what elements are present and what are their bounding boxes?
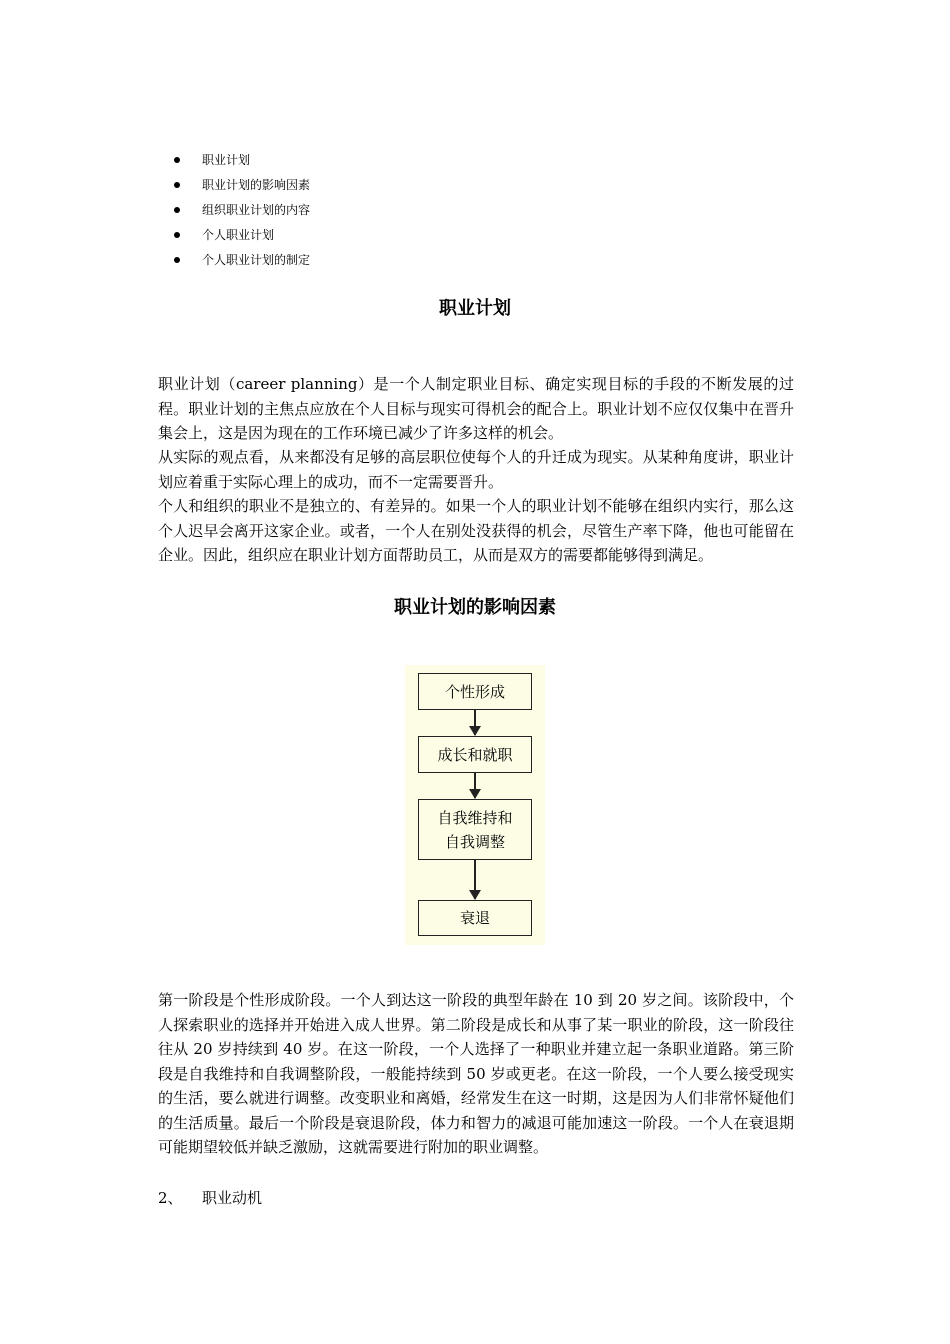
toc-item[interactable] — [170, 175, 310, 200]
flow-box-label: 衰退 — [459, 909, 490, 927]
toc-item-label: 职业计划 — [202, 153, 251, 167]
bullet-icon — [174, 182, 180, 188]
bullet-icon — [174, 257, 180, 263]
paragraph-individual-organization: 个人和组织的职业不是独立的、有差异的。如果一个人的职业计划不能够在组织内实行，那么这个人迟早会离开这家企业。或者，一个人在别处没获得的机会，尽管生产率下降，他也可能留在企业。因此，组织应在职业计划方面帮助员工，从而是双方的需要都能够得到满足。 — [158, 497, 794, 564]
toc-item-label: 个人职业计划 — [202, 228, 275, 242]
down-arrow-icon — [474, 860, 476, 899]
table-of-contents — [170, 150, 310, 275]
toc-item-label: 职业计划的影响因素 — [202, 178, 311, 192]
paragraph-definition: 职业计划（career planning）是一个人制定职业目标、确定实现目标的手段的不断发展的过程。职业计划的主焦点应放在个人目标与现实可得机会的配合上。职业计划不应仅仅集中在晋升集会上，这是因为现在的工作环境已减少了许多这样的机会。 — [158, 375, 794, 442]
bullet-icon — [174, 207, 180, 213]
numbered-heading-career-motivation — [158, 1186, 262, 1210]
section-title-career-planning: 职业计划 — [439, 298, 511, 319]
toc-item[interactable] — [170, 150, 310, 175]
flow-box-personality-formation — [418, 673, 532, 710]
down-arrow-icon — [474, 710, 476, 735]
bullet-icon — [174, 232, 180, 238]
section-title-influencing-factors: 职业计划的影响因素 — [394, 597, 556, 618]
bullet-icon — [174, 157, 180, 163]
paragraph-stages-description: 第一阶段是个性形成阶段。一个人到达这一阶段的典型年龄在 10 到 20 岁之间。该阶段中，个人探索职业的选择并开始进入成人世界。第二阶段是成长和从事了某一职业的阶段，这一阶段往往从 20 岁持续到 40 岁。在这一阶段，一个人选择了一种职业并建立起一条职业道路。第三阶段是自我维持和自我调整阶段，一般能持续到 50 岁或更老。在这一阶段，一个人要么接受现实的生活，要么就进行调整。改变职业和离婚，经常发生在这一时期，这是因为人们非常怀疑他们的生活质量。最后一个阶段是衰退阶段，体力和智力的减退可能加速这一阶段。一个人在衰退期可能期望较低并缺乏激励，这就需要进行附加的职业调整。 — [158, 991, 794, 1156]
flow-box-self-maintenance — [418, 799, 532, 860]
toc-item-label: 组织职业计划的内容 — [202, 203, 311, 217]
flow-box-decline — [418, 900, 532, 936]
down-arrow-icon — [474, 773, 476, 798]
toc-item[interactable] — [170, 200, 310, 225]
toc-item-label: 个人职业计划的制定 — [202, 253, 311, 267]
flow-box-label-line1: 自我维持和 — [437, 808, 513, 827]
flow-box-label-line2: 自我调整 — [444, 832, 505, 851]
flow-box-label: 成长和就职 — [437, 745, 513, 764]
item-number: 2、 — [158, 1189, 183, 1207]
item-label: 职业动机 — [202, 1189, 263, 1207]
flow-box-label: 个性形成 — [444, 682, 505, 701]
paragraph-practical-view: 从实际的观点看，从来都没有足够的高层职位使每个人的升迁成为现实。从某种角度讲，职业计划应着重于实际心理上的成功，而不一定需要晋升。 — [158, 448, 794, 491]
toc-item[interactable] — [170, 250, 310, 275]
toc-item[interactable] — [170, 225, 310, 250]
flow-box-growth-employment — [418, 736, 532, 773]
career-stages-flowchart — [405, 665, 545, 945]
